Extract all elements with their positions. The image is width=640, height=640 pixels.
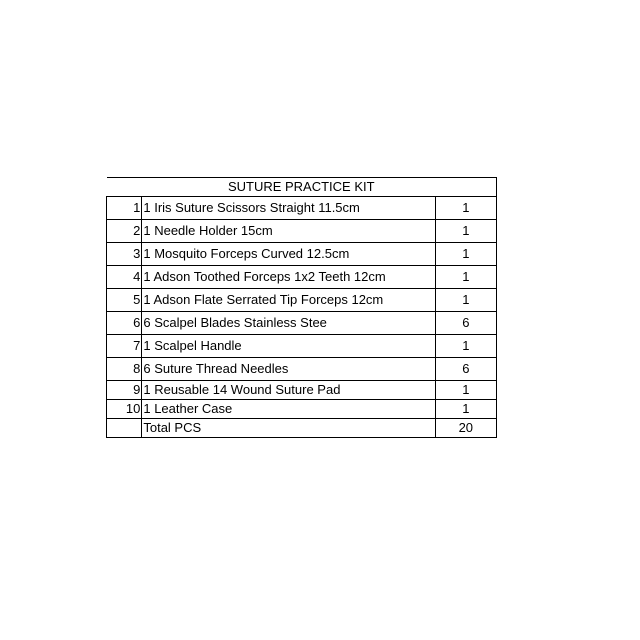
- table-row: [107, 381, 497, 400]
- row-description: 1 Adson Toothed Forceps 1x2 Teeth 12cm: [142, 266, 435, 289]
- row-description: 1 Needle Holder 15cm: [142, 220, 435, 243]
- table-row: [107, 312, 497, 335]
- table-row: [107, 289, 497, 312]
- row-description: 1 Iris Suture Scissors Straight 11.5cm: [142, 197, 435, 220]
- row-description: 1 Mosquito Forceps Curved 12.5cm: [142, 243, 435, 266]
- row-quantity: 6: [435, 358, 496, 381]
- row-description: 6 Suture Thread Needles: [142, 358, 435, 381]
- row-quantity: 1: [435, 197, 496, 220]
- row-quantity: 1: [435, 266, 496, 289]
- total-number-cell: [107, 419, 142, 438]
- row-quantity: 1: [435, 220, 496, 243]
- row-quantity: 1: [435, 335, 496, 358]
- row-quantity: 1: [435, 289, 496, 312]
- row-description: 1 Reusable 14 Wound Suture Pad: [142, 381, 435, 400]
- row-quantity: 1: [435, 400, 496, 419]
- row-number: 8: [107, 358, 142, 381]
- table-row: [107, 400, 497, 419]
- row-number: 6: [107, 312, 142, 335]
- table-row: [107, 220, 497, 243]
- table-row: [107, 335, 497, 358]
- row-description: 1 Scalpel Handle: [142, 335, 435, 358]
- total-label: Total PCS: [142, 419, 435, 438]
- row-number: 7: [107, 335, 142, 358]
- row-quantity: 1: [435, 243, 496, 266]
- table-total-row: [107, 419, 497, 438]
- row-number: 10: [107, 400, 142, 419]
- table-row: [107, 266, 497, 289]
- row-description: 1 Adson Flate Serrated Tip Forceps 12cm: [142, 289, 435, 312]
- row-number: 3: [107, 243, 142, 266]
- table-row: [107, 358, 497, 381]
- row-description: 1 Leather Case: [142, 400, 435, 419]
- row-quantity: 1: [435, 381, 496, 400]
- total-quantity: 20: [435, 419, 496, 438]
- row-number: 1: [107, 197, 142, 220]
- row-number: 2: [107, 220, 142, 243]
- table-title: SUTURE PRACTICE KIT: [107, 178, 497, 197]
- row-description: 6 Scalpel Blades Stainless Stee: [142, 312, 435, 335]
- table-title-row: [107, 178, 497, 197]
- row-number: 5: [107, 289, 142, 312]
- table-row: [107, 243, 497, 266]
- row-number: 9: [107, 381, 142, 400]
- suture-kit-table: [106, 177, 497, 438]
- table-row: [107, 197, 497, 220]
- row-number: 4: [107, 266, 142, 289]
- row-quantity: 6: [435, 312, 496, 335]
